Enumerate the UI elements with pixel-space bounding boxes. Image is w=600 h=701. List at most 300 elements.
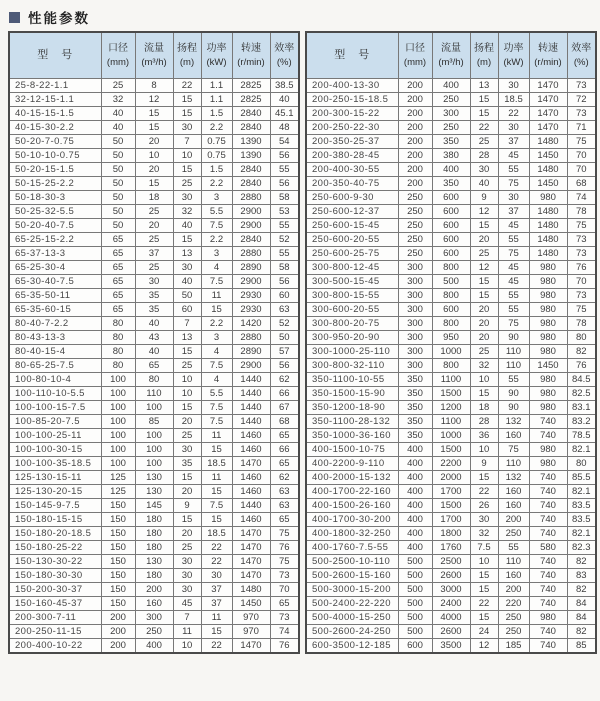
cell-value: 500 (398, 583, 432, 597)
cell-value: 55 (498, 233, 529, 247)
cell-value: 130 (135, 555, 173, 569)
cell-value: 20 (135, 135, 173, 149)
cell-value: 50 (101, 219, 135, 233)
cell-value: 76 (270, 541, 299, 555)
cell-value: 2930 (232, 303, 270, 317)
cell-value: 1470 (232, 457, 270, 471)
cell-value: 65 (101, 289, 135, 303)
table-row (9, 219, 299, 233)
cell-value: 20 (470, 233, 498, 247)
cell-value: 10 (173, 149, 201, 163)
cell-model: 300-1000-25-110 (306, 345, 398, 359)
cell-model: 500-3000-15-200 (306, 583, 398, 597)
cell-value: 300 (398, 359, 432, 373)
cell-value: 800 (432, 289, 470, 303)
cell-value: 36 (470, 429, 498, 443)
cell-value: 75 (270, 527, 299, 541)
cell-value: 25 (173, 429, 201, 443)
cell-value: 1480 (529, 233, 567, 247)
cell-value: 60 (270, 289, 299, 303)
cell-value: 980 (529, 289, 567, 303)
cell-value: 200 (398, 135, 432, 149)
cell-value: 15 (135, 177, 173, 191)
table-row (306, 233, 596, 247)
table-row (306, 149, 596, 163)
cell-value: 74 (567, 191, 596, 205)
cell-value: 2890 (232, 261, 270, 275)
cell-value: 800 (432, 317, 470, 331)
cell-model: 300-600-20-55 (306, 303, 398, 317)
cell-value: 1470 (232, 639, 270, 654)
table-row (306, 513, 596, 527)
cell-model: 400-1500-26-160 (306, 499, 398, 513)
table-row (306, 401, 596, 415)
cell-model: 500-4000-15-250 (306, 611, 398, 625)
cell-value: 83 (567, 569, 596, 583)
cell-value: 22 (498, 107, 529, 121)
cell-value: 2400 (432, 597, 470, 611)
table-row (9, 541, 299, 555)
table-row (9, 205, 299, 219)
cell-value: 10 (173, 387, 201, 401)
cell-value: 7.5 (201, 359, 232, 373)
cell-value: 2.2 (201, 121, 232, 135)
cell-value: 20 (135, 163, 173, 177)
cell-value: 66 (270, 443, 299, 457)
column-header: 流量 (m³/h) (432, 32, 470, 79)
cell-value: 100 (101, 415, 135, 429)
cell-value: 40 (135, 345, 173, 359)
cell-model: 65-25-30-4 (9, 261, 101, 275)
cell-value: 740 (529, 471, 567, 485)
cell-value: 980 (529, 331, 567, 345)
cell-value: 32 (470, 359, 498, 373)
table-row (306, 261, 596, 275)
cell-value: 160 (498, 569, 529, 583)
cell-value: 15 (201, 513, 232, 527)
cell-value: 37 (135, 247, 173, 261)
cell-value: 25 (173, 177, 201, 191)
table-row (9, 289, 299, 303)
cell-value: 980 (529, 401, 567, 415)
cell-value: 350 (398, 429, 432, 443)
cell-value: 740 (529, 597, 567, 611)
cell-value: 12 (470, 261, 498, 275)
cell-value: 2840 (232, 177, 270, 191)
table-row (9, 275, 299, 289)
cell-value: 300 (135, 611, 173, 625)
cell-value: 740 (529, 625, 567, 639)
cell-value: 740 (529, 415, 567, 429)
cell-value: 50 (101, 135, 135, 149)
cell-model: 125-130-20-15 (9, 485, 101, 499)
cell-value: 7.5 (201, 275, 232, 289)
table-row (306, 219, 596, 233)
cell-value: 15 (470, 583, 498, 597)
cell-value: 37 (201, 583, 232, 597)
cell-value: 65 (270, 513, 299, 527)
cell-value: 970 (232, 625, 270, 639)
cell-value: 65 (101, 275, 135, 289)
column-header: 口径 (mm) (398, 32, 432, 79)
cell-model: 32-12-15-1.1 (9, 93, 101, 107)
cell-value: 250 (432, 93, 470, 107)
cell-value: 132 (498, 471, 529, 485)
cell-model: 600-3500-12-185 (306, 639, 398, 654)
cell-value: 2880 (232, 331, 270, 345)
cell-value: 55 (498, 303, 529, 317)
cell-model: 65-35-50-11 (9, 289, 101, 303)
cell-model: 200-350-25-37 (306, 135, 398, 149)
cell-value: 80 (101, 359, 135, 373)
cell-value: 78 (567, 317, 596, 331)
cell-value: 85.5 (567, 471, 596, 485)
cell-value: 82 (567, 625, 596, 639)
table-row (9, 177, 299, 191)
cell-value: 75 (498, 317, 529, 331)
cell-value: 11 (201, 289, 232, 303)
cell-value: 200 (101, 611, 135, 625)
cell-value: 11 (173, 625, 201, 639)
cell-value: 100 (101, 429, 135, 443)
cell-model: 250-600-12-37 (306, 205, 398, 219)
table-row (306, 275, 596, 289)
cell-value: 9 (470, 191, 498, 205)
table-row (9, 583, 299, 597)
table-row (9, 191, 299, 205)
cell-model: 300-950-20-90 (306, 331, 398, 345)
cell-value: 35 (135, 303, 173, 317)
cell-value: 82.1 (567, 485, 596, 499)
cell-value: 2880 (232, 247, 270, 261)
cell-model: 400-1700-22-160 (306, 485, 398, 499)
cell-value: 1390 (232, 149, 270, 163)
cell-model: 400-1700-30-200 (306, 513, 398, 527)
cell-value: 500 (398, 597, 432, 611)
cell-value: 400 (398, 485, 432, 499)
cell-model: 150-130-30-22 (9, 555, 101, 569)
cell-value: 160 (498, 485, 529, 499)
cell-value: 1480 (529, 247, 567, 261)
cell-model: 250-600-15-45 (306, 219, 398, 233)
cell-model: 50-20-15-1.5 (9, 163, 101, 177)
cell-value: 4 (201, 261, 232, 275)
table-row (306, 93, 596, 107)
cell-model: 150-180-30-30 (9, 569, 101, 583)
cell-value: 250 (498, 527, 529, 541)
cell-value: 2900 (232, 205, 270, 219)
cell-value: 2900 (232, 275, 270, 289)
cell-value: 400 (135, 639, 173, 654)
cell-value: 45 (173, 597, 201, 611)
cell-value: 200 (135, 583, 173, 597)
cell-value: 45 (498, 219, 529, 233)
cell-value: 1.1 (201, 93, 232, 107)
cell-value: 160 (498, 429, 529, 443)
cell-value: 2500 (432, 555, 470, 569)
cell-value: 15 (135, 107, 173, 121)
cell-value: 24 (470, 625, 498, 639)
cell-value: 100 (101, 387, 135, 401)
cell-value: 40 (173, 275, 201, 289)
cell-value: 76 (567, 359, 596, 373)
cell-model: 300-500-15-45 (306, 275, 398, 289)
cell-value: 28 (470, 415, 498, 429)
cell-value: 15 (173, 93, 201, 107)
cell-model: 100-110-10-5.5 (9, 387, 101, 401)
cell-value: 72 (567, 93, 596, 107)
cell-value: 80 (101, 331, 135, 345)
cell-value: 2840 (232, 233, 270, 247)
cell-value: 200 (398, 163, 432, 177)
cell-value: 80 (567, 457, 596, 471)
table-row (306, 555, 596, 569)
page-title-text: 性能参数 (28, 11, 90, 26)
cell-value: 76 (270, 639, 299, 654)
cell-value: 740 (529, 639, 567, 654)
cell-model: 65-37-13-3 (9, 247, 101, 261)
table-row (306, 205, 596, 219)
cell-value: 400 (432, 163, 470, 177)
cell-value: 22 (173, 79, 201, 93)
cell-model: 80-40-7-2.2 (9, 317, 101, 331)
cell-value: 70 (567, 163, 596, 177)
cell-value: 75 (498, 443, 529, 457)
cell-model: 500-2600-15-160 (306, 569, 398, 583)
cell-value: 65 (270, 457, 299, 471)
cell-value: 1420 (232, 317, 270, 331)
cell-value: 5.5 (201, 387, 232, 401)
cell-value: 73 (567, 247, 596, 261)
cell-model: 250-600-20-55 (306, 233, 398, 247)
cell-value: 2890 (232, 345, 270, 359)
cell-value: 2880 (232, 191, 270, 205)
cell-value: 70 (567, 275, 596, 289)
cell-value: 500 (398, 555, 432, 569)
cell-value: 45.1 (270, 107, 299, 121)
cell-model: 200-400-30-55 (306, 163, 398, 177)
cell-value: 2840 (232, 121, 270, 135)
cell-value: 2.2 (201, 177, 232, 191)
table-row (306, 191, 596, 205)
cell-value: 50 (101, 163, 135, 177)
column-header: 流量 (m³/h) (135, 32, 173, 79)
cell-value: 180 (135, 513, 173, 527)
cell-value: 5.5 (201, 205, 232, 219)
cell-model: 50-20-7-0.75 (9, 135, 101, 149)
header-row (9, 32, 299, 79)
cell-value: 4000 (432, 611, 470, 625)
cell-value: 15 (201, 485, 232, 499)
cell-value: 980 (529, 611, 567, 625)
cell-value: 300 (398, 275, 432, 289)
cell-value: 15 (173, 513, 201, 527)
cell-value: 1760 (432, 541, 470, 555)
cell-value: 740 (529, 485, 567, 499)
table-row (306, 345, 596, 359)
cell-value: 2200 (432, 457, 470, 471)
cell-value: 400 (398, 513, 432, 527)
cell-value: 150 (101, 555, 135, 569)
cell-value: 18.5 (201, 457, 232, 471)
cell-value: 200 (398, 107, 432, 121)
cell-value: 1470 (232, 569, 270, 583)
cell-model: 100-100-15-7.5 (9, 401, 101, 415)
cell-value: 10 (173, 373, 201, 387)
table-row (306, 163, 596, 177)
cell-value: 30 (498, 191, 529, 205)
cell-value: 250 (398, 247, 432, 261)
cell-model: 200-400-10-22 (9, 639, 101, 654)
cell-value: 980 (529, 387, 567, 401)
table-row (9, 485, 299, 499)
cell-value: 18.5 (498, 93, 529, 107)
cell-value: 150 (101, 541, 135, 555)
cell-value: 7.5 (201, 415, 232, 429)
cell-value: 10 (470, 555, 498, 569)
cell-value: 2840 (232, 163, 270, 177)
cell-model: 100-100-25-11 (9, 429, 101, 443)
cell-value: 2840 (232, 107, 270, 121)
cell-value: 60 (173, 303, 201, 317)
table-row (306, 303, 596, 317)
cell-value: 66 (270, 387, 299, 401)
table-row (306, 611, 596, 625)
cell-value: 350 (398, 373, 432, 387)
cell-model: 350-1100-28-132 (306, 415, 398, 429)
table-row (306, 373, 596, 387)
cell-value: 82.3 (567, 541, 596, 555)
cell-value: 15 (470, 471, 498, 485)
table-row (9, 625, 299, 639)
cell-value: 84 (567, 611, 596, 625)
cell-value: 55 (498, 373, 529, 387)
cell-value: 73 (270, 611, 299, 625)
cell-value: 950 (432, 331, 470, 345)
cell-value: 55 (498, 541, 529, 555)
cell-value: 110 (135, 387, 173, 401)
cell-value: 73 (567, 289, 596, 303)
table-row (306, 107, 596, 121)
cell-value: 25 (470, 135, 498, 149)
cell-value: 1460 (232, 513, 270, 527)
cell-value: 65 (135, 359, 173, 373)
cell-value: 82 (567, 345, 596, 359)
cell-value: 50 (101, 205, 135, 219)
page-title (9, 6, 593, 28)
cell-value: 100 (135, 457, 173, 471)
cell-value: 15 (470, 289, 498, 303)
cell-value: 9 (173, 499, 201, 513)
cell-value: 62 (270, 373, 299, 387)
cell-model: 200-350-40-75 (306, 177, 398, 191)
cell-value: 300 (432, 107, 470, 121)
table-row (9, 345, 299, 359)
table-row (306, 177, 596, 191)
cell-value: 100 (135, 443, 173, 457)
cell-value: 20 (470, 331, 498, 345)
cell-model: 25-8-22-1.1 (9, 79, 101, 93)
cell-value: 7.5 (201, 219, 232, 233)
column-header: 效率 (%) (567, 32, 596, 79)
table-row (9, 639, 299, 654)
cell-value: 740 (529, 527, 567, 541)
cell-value: 1440 (232, 415, 270, 429)
cell-model: 300-800-12-45 (306, 261, 398, 275)
cell-value: 1480 (529, 135, 567, 149)
cell-value: 40 (101, 107, 135, 121)
cell-model: 50-10-10-0.75 (9, 149, 101, 163)
cell-value: 84 (567, 597, 596, 611)
cell-value: 30 (470, 163, 498, 177)
cell-value: 22 (201, 555, 232, 569)
table-row (306, 569, 596, 583)
cell-model: 250-600-25-75 (306, 247, 398, 261)
cell-value: 40 (135, 317, 173, 331)
cell-model: 300-800-32-110 (306, 359, 398, 373)
cell-model: 150-160-45-37 (9, 597, 101, 611)
cell-value: 25 (470, 247, 498, 261)
cell-model: 400-2000-15-132 (306, 471, 398, 485)
cell-value: 75 (498, 247, 529, 261)
table-row (9, 429, 299, 443)
cell-value: 100 (101, 373, 135, 387)
cell-value: 25 (470, 345, 498, 359)
cell-value: 52 (270, 317, 299, 331)
cell-value: 110 (498, 555, 529, 569)
table-row (9, 401, 299, 415)
cell-value: 2900 (232, 359, 270, 373)
cell-value: 400 (398, 541, 432, 555)
cell-value: 600 (432, 233, 470, 247)
cell-value: 200 (101, 639, 135, 654)
cell-model: 100-85-20-7.5 (9, 415, 101, 429)
table-row (306, 471, 596, 485)
cell-value: 300 (398, 345, 432, 359)
cell-value: 1480 (529, 163, 567, 177)
cell-value: 56 (270, 359, 299, 373)
cell-value: 980 (529, 457, 567, 471)
cell-value: 15 (135, 121, 173, 135)
cell-value: 30 (173, 569, 201, 583)
cell-value: 500 (398, 569, 432, 583)
cell-value: 1000 (432, 429, 470, 443)
cell-value: 500 (398, 625, 432, 639)
cell-model: 80-65-25-7.5 (9, 359, 101, 373)
cell-value: 1800 (432, 527, 470, 541)
cell-model: 125-130-15-11 (9, 471, 101, 485)
cell-value: 1470 (232, 541, 270, 555)
cell-value: 200 (398, 79, 432, 93)
cell-value: 980 (529, 303, 567, 317)
cell-value: 180 (135, 569, 173, 583)
cell-value: 2000 (432, 471, 470, 485)
table-row (306, 247, 596, 261)
cell-value: 130 (135, 471, 173, 485)
cell-value: 125 (101, 471, 135, 485)
cell-value: 30 (135, 275, 173, 289)
cell-model: 500-2600-24-250 (306, 625, 398, 639)
cell-value: 600 (432, 191, 470, 205)
cell-value: 740 (529, 583, 567, 597)
table-row (9, 79, 299, 93)
cell-value: 65 (270, 597, 299, 611)
cell-value: 1460 (232, 485, 270, 499)
cell-value: 90 (498, 401, 529, 415)
cell-value: 200 (398, 93, 432, 107)
table-row (9, 149, 299, 163)
table-row (9, 359, 299, 373)
